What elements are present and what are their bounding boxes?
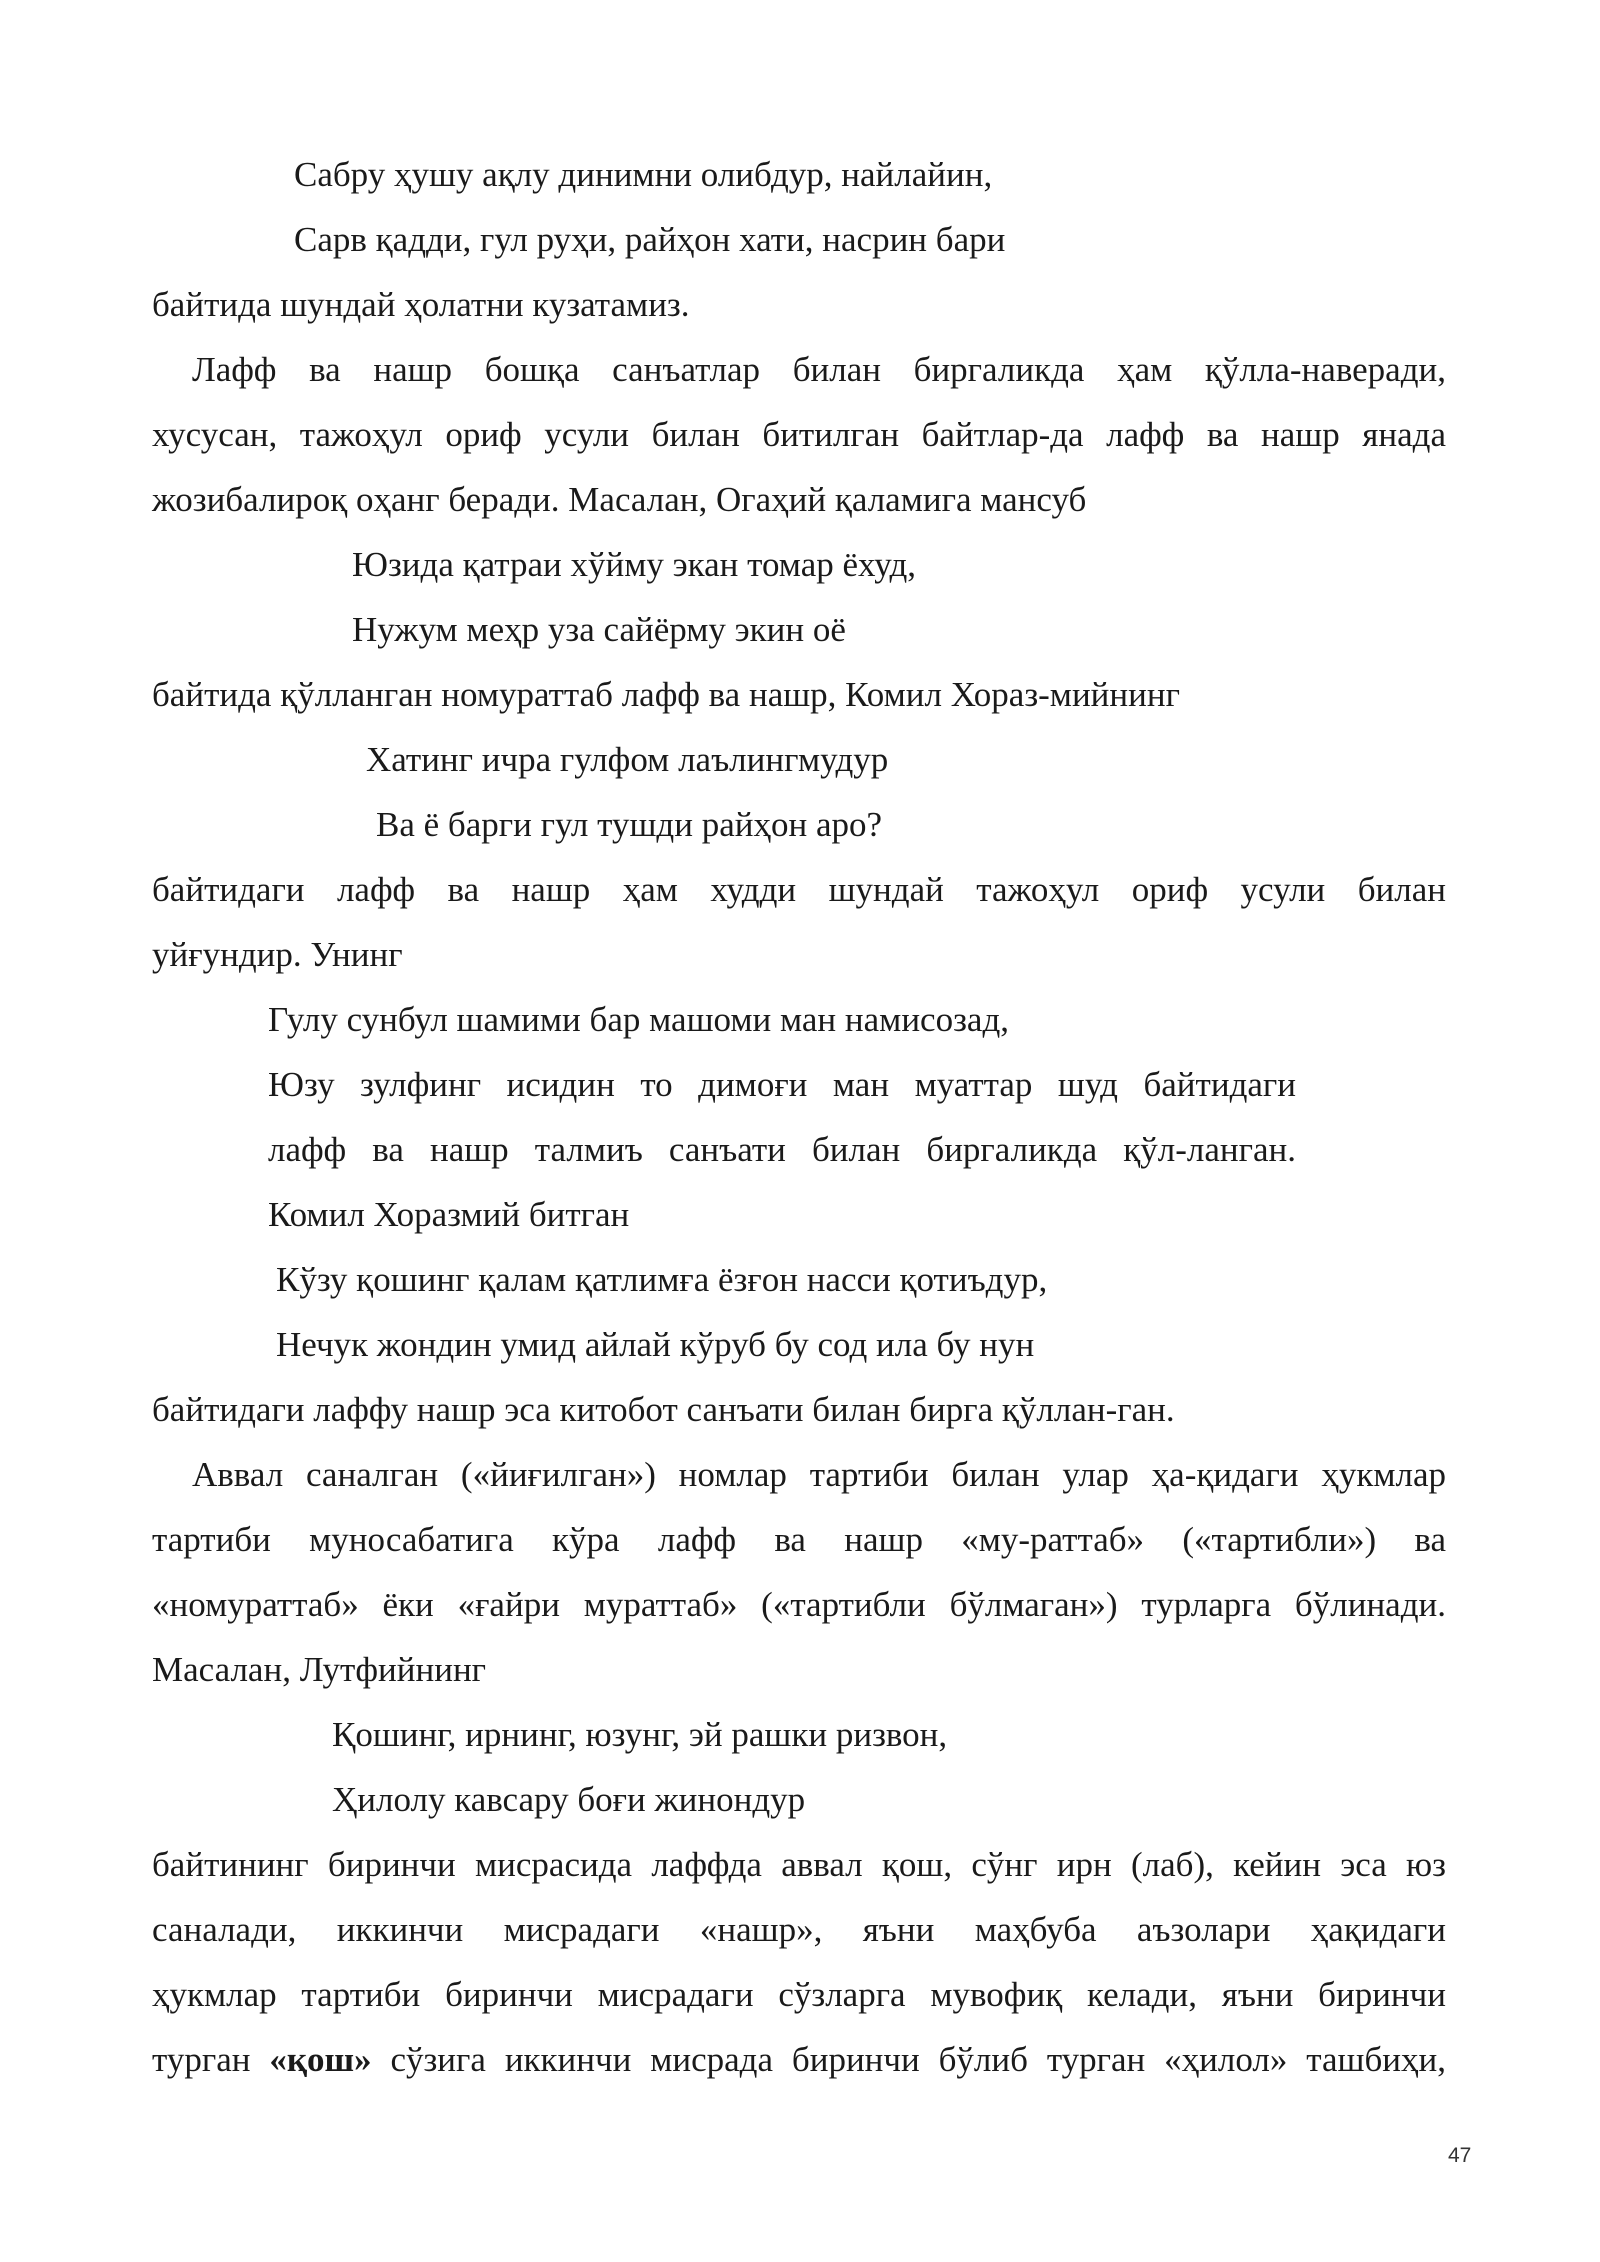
paragraph-line: Комил Хоразмий битган (268, 1195, 630, 1234)
paragraph-line: Масалан, Лутфийнинг (152, 1650, 487, 1689)
paragraph-line: байтидаги лаффу нашр эса китобот санъати билан бирга қўллан-ган. (152, 1390, 1175, 1429)
page-body (152, 142, 1446, 2092)
paragraph-line: байтида қўлланган номураттаб лафф ва нашр, Комил Хораз-мийнинг (152, 675, 1180, 714)
verse-line: Хатинг ичра гулфом лаълингмудур (366, 740, 889, 779)
verse-line: Ва ё барги гул тушди райҳон аро? (376, 805, 883, 844)
paragraph-line: байтида шундай ҳолатни кузатамиз. (152, 285, 690, 324)
paragraph-line: Юзу зулфинг исидин то димоғи ман муаттар шуд байтидаги (268, 1065, 1296, 1104)
page-number: 47 (1448, 2144, 1472, 2167)
paragraph-line: байтининг биринчи мисрасида лаффда аввал қош, сўнг ирн (лаб), кейин эса юз (152, 1845, 1446, 1884)
verse-line: Нужум меҳр уза сайёрму экин оё (352, 610, 846, 649)
paragraph-line: жозибалироқ оҳанг беради. Масалан, Огаҳий қаламига мансуб (152, 480, 1087, 519)
verse-line: Қошинг, ирнинг, юзунг, эй рашки ризвон, (332, 1715, 948, 1754)
paragraph-line: Лафф ва нашр бошқа санъатлар билан биргаликда ҳам қўлла-наверади, (192, 350, 1446, 389)
paragraph-line: ҳукмлар тартиби биринчи мисрадаги сўзларга мувофиқ келади, яъни биринчи (152, 1975, 1446, 2014)
verse-line: Сабру ҳушу ақлу динимни олибдур, найлайин, (294, 155, 993, 194)
paragraph-line: байтидаги лафф ва нашр ҳам худди шундай тажоҳул ориф усули билан (152, 870, 1446, 909)
verse-line: Кўзу қошинг қалам қатлимға ёзғон насси қотиъдур, (276, 1260, 1048, 1299)
bold-term: «қош» (269, 2040, 372, 2079)
verse-line: Гулу сунбул шамими бар машоми ман намисозад, (268, 1000, 1009, 1039)
verse-line: Нечук жондин умид айлай кўруб бу сод ила бу нун (276, 1325, 1035, 1364)
line-text: турган (152, 2040, 270, 2079)
verse-line: Юзида қатраи хўйму экан томар ёхуд, (352, 545, 917, 584)
paragraph-line: тартиби муносабатига кўра лафф ва нашр «му-раттаб» («тартибли») ва (152, 1520, 1446, 1559)
paragraph-line: хусусан, тажоҳул ориф усули билан битилган байтлар-да лафф ва нашр янада (152, 415, 1446, 454)
paragraph-line: саналади, иккинчи мисрадаги «нашр», яъни маҳбуба аъзолари ҳақидаги (152, 1910, 1446, 1949)
paragraph-line: «номураттаб» ёки «ғайри мураттаб» («тартибли бўлмаган») турларга бўлинади. (152, 1585, 1446, 1624)
paragraph-line: уйғундир. Унинг (152, 935, 403, 974)
verse-line: Ҳилолу кавсару боғи жинондур (332, 1780, 806, 1819)
paragraph-line: Аввал саналган («йиғилган») номлар тартиби билан улар ҳа-қидаги ҳукмлар (192, 1455, 1446, 1494)
paragraph-line (152, 2027, 1446, 2092)
line-text: сўзига иккинчи мисрада биринчи бўлиб турган «ҳилол» ташбиҳи, (371, 2040, 1446, 2079)
verse-line: Сарв қадди, гул руҳи, райҳон хати, насрин бари (294, 220, 1006, 259)
paragraph-line: лафф ва нашр талмиъ санъати билан биргаликда қўл-ланган. (268, 1130, 1296, 1169)
